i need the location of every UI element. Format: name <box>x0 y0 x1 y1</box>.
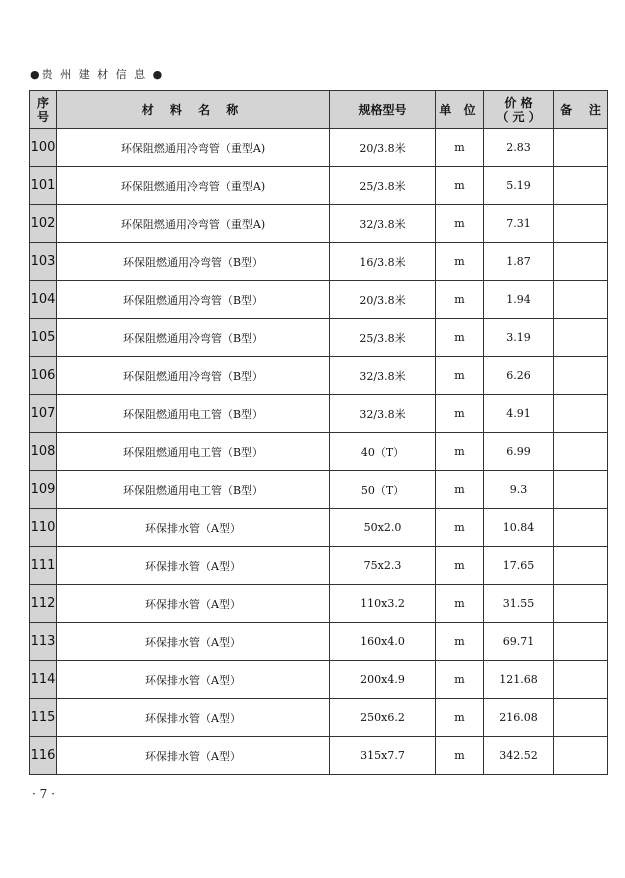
cell-spec: 25/3.8米 <box>330 319 436 357</box>
cell-no: 116 <box>30 737 57 775</box>
cell-name: 环保阻燃通用冷弯管（重型A) <box>57 129 330 167</box>
header-unit: 单 位 <box>436 91 484 129</box>
cell-spec: 50（T） <box>330 471 436 509</box>
cell-note <box>554 243 608 281</box>
table-row <box>30 471 608 509</box>
cell-name: 环保阻燃通用电工管（B型） <box>57 471 330 509</box>
cell-price: 17.65 <box>484 547 554 585</box>
cell-no: 108 <box>30 433 57 471</box>
cell-no: 114 <box>30 661 57 699</box>
cell-unit: m <box>436 471 484 509</box>
table-row <box>30 699 608 737</box>
cell-note <box>554 281 608 319</box>
cell-note <box>554 547 608 585</box>
cell-note <box>554 585 608 623</box>
cell-note <box>554 357 608 395</box>
cell-spec: 20/3.8米 <box>330 281 436 319</box>
cell-spec: 40（T） <box>330 433 436 471</box>
cell-no: 110 <box>30 509 57 547</box>
cell-spec: 32/3.8米 <box>330 357 436 395</box>
header-spec: 规格型号 <box>330 91 436 129</box>
cell-unit: m <box>436 585 484 623</box>
cell-price: 6.26 <box>484 357 554 395</box>
cell-price: 6.99 <box>484 433 554 471</box>
cell-no: 102 <box>30 205 57 243</box>
header-price-line2: （ 元 ） <box>496 109 541 124</box>
cell-name: 环保排水管（A型） <box>57 547 330 585</box>
cell-name: 环保阻燃通用冷弯管（B型） <box>57 243 330 281</box>
cell-name: 环保排水管（A型） <box>57 509 330 547</box>
header-price <box>484 91 554 129</box>
cell-note <box>554 509 608 547</box>
cell-unit: m <box>436 623 484 661</box>
cell-note <box>554 167 608 205</box>
cell-name: 环保阻燃通用冷弯管（B型） <box>57 357 330 395</box>
cell-price: 342.52 <box>484 737 554 775</box>
table-row <box>30 129 608 167</box>
cell-unit: m <box>436 547 484 585</box>
cell-unit: m <box>436 281 484 319</box>
cell-spec: 32/3.8米 <box>330 205 436 243</box>
cell-spec: 160x4.0 <box>330 623 436 661</box>
cell-note <box>554 129 608 167</box>
cell-note <box>554 205 608 243</box>
cell-note <box>554 319 608 357</box>
table-row <box>30 623 608 661</box>
cell-unit: m <box>436 661 484 699</box>
cell-spec: 20/3.8米 <box>330 129 436 167</box>
cell-name: 环保阻燃通用电工管（B型） <box>57 395 330 433</box>
cell-price: 2.83 <box>484 129 554 167</box>
cell-note <box>554 395 608 433</box>
cell-unit: m <box>436 737 484 775</box>
table-row <box>30 243 608 281</box>
header-name: 材 料 名 称 <box>57 91 330 129</box>
cell-no: 107 <box>30 395 57 433</box>
table-row <box>30 585 608 623</box>
cell-no: 111 <box>30 547 57 585</box>
cell-unit: m <box>436 357 484 395</box>
price-table <box>29 90 608 775</box>
cell-note <box>554 471 608 509</box>
cell-price: 5.19 <box>484 167 554 205</box>
cell-note <box>554 433 608 471</box>
cell-name: 环保排水管（A型） <box>57 585 330 623</box>
table-row <box>30 547 608 585</box>
cell-price: 1.94 <box>484 281 554 319</box>
running-head: ●贵 州 建 材 信 息 ● <box>30 68 165 81</box>
cell-price: 121.68 <box>484 661 554 699</box>
header-no-line1: 序 <box>36 95 49 110</box>
cell-name: 环保排水管（A型） <box>57 623 330 661</box>
cell-name: 环保阻燃通用电工管（B型） <box>57 433 330 471</box>
table-row <box>30 281 608 319</box>
cell-price: 216.08 <box>484 699 554 737</box>
cell-name: 环保阻燃通用冷弯管（B型） <box>57 319 330 357</box>
cell-no: 104 <box>30 281 57 319</box>
cell-no: 112 <box>30 585 57 623</box>
cell-note <box>554 699 608 737</box>
cell-unit: m <box>436 167 484 205</box>
cell-unit: m <box>436 509 484 547</box>
cell-unit: m <box>436 129 484 167</box>
cell-unit: m <box>436 395 484 433</box>
cell-note <box>554 661 608 699</box>
cell-note <box>554 737 608 775</box>
table-row <box>30 395 608 433</box>
cell-no: 100 <box>30 129 57 167</box>
cell-spec: 25/3.8米 <box>330 167 436 205</box>
cell-price: 4.91 <box>484 395 554 433</box>
header-no-line2: 号 <box>36 109 49 124</box>
table-row <box>30 433 608 471</box>
cell-name: 环保排水管（A型） <box>57 699 330 737</box>
cell-spec: 50x2.0 <box>330 509 436 547</box>
cell-unit: m <box>436 319 484 357</box>
cell-price: 3.19 <box>484 319 554 357</box>
cell-no: 103 <box>30 243 57 281</box>
cell-spec: 16/3.8米 <box>330 243 436 281</box>
cell-note <box>554 623 608 661</box>
table-header <box>30 91 608 129</box>
cell-unit: m <box>436 205 484 243</box>
cell-price: 31.55 <box>484 585 554 623</box>
cell-price: 7.31 <box>484 205 554 243</box>
cell-price: 1.87 <box>484 243 554 281</box>
cell-spec: 200x4.9 <box>330 661 436 699</box>
table-row <box>30 661 608 699</box>
cell-name: 环保排水管（A型） <box>57 737 330 775</box>
cell-no: 109 <box>30 471 57 509</box>
table-body <box>30 129 608 775</box>
cell-spec: 315x7.7 <box>330 737 436 775</box>
cell-price: 9.3 <box>484 471 554 509</box>
cell-unit: m <box>436 243 484 281</box>
cell-name: 环保排水管（A型） <box>57 661 330 699</box>
cell-unit: m <box>436 699 484 737</box>
table-row <box>30 205 608 243</box>
cell-no: 101 <box>30 167 57 205</box>
header-note: 备 注 <box>554 91 608 129</box>
cell-no: 105 <box>30 319 57 357</box>
cell-no: 106 <box>30 357 57 395</box>
cell-spec: 32/3.8米 <box>330 395 436 433</box>
cell-no: 113 <box>30 623 57 661</box>
cell-name: 环保阻燃通用冷弯管（重型A) <box>57 167 330 205</box>
cell-price: 10.84 <box>484 509 554 547</box>
cell-price: 69.71 <box>484 623 554 661</box>
cell-name: 环保阻燃通用冷弯管（B型） <box>57 281 330 319</box>
table-row <box>30 357 608 395</box>
cell-spec: 75x2.3 <box>330 547 436 585</box>
table-row <box>30 737 608 775</box>
header-price-line1: 价 格 <box>504 95 533 110</box>
cell-unit: m <box>436 433 484 471</box>
table-row <box>30 167 608 205</box>
cell-no: 115 <box>30 699 57 737</box>
table-row <box>30 509 608 547</box>
cell-spec: 110x3.2 <box>330 585 436 623</box>
header-row <box>30 91 608 129</box>
header-no <box>30 91 57 129</box>
cell-spec: 250x6.2 <box>330 699 436 737</box>
cell-name: 环保阻燃通用冷弯管（重型A) <box>57 205 330 243</box>
table-row <box>30 319 608 357</box>
page-number: · 7 · <box>32 787 55 801</box>
